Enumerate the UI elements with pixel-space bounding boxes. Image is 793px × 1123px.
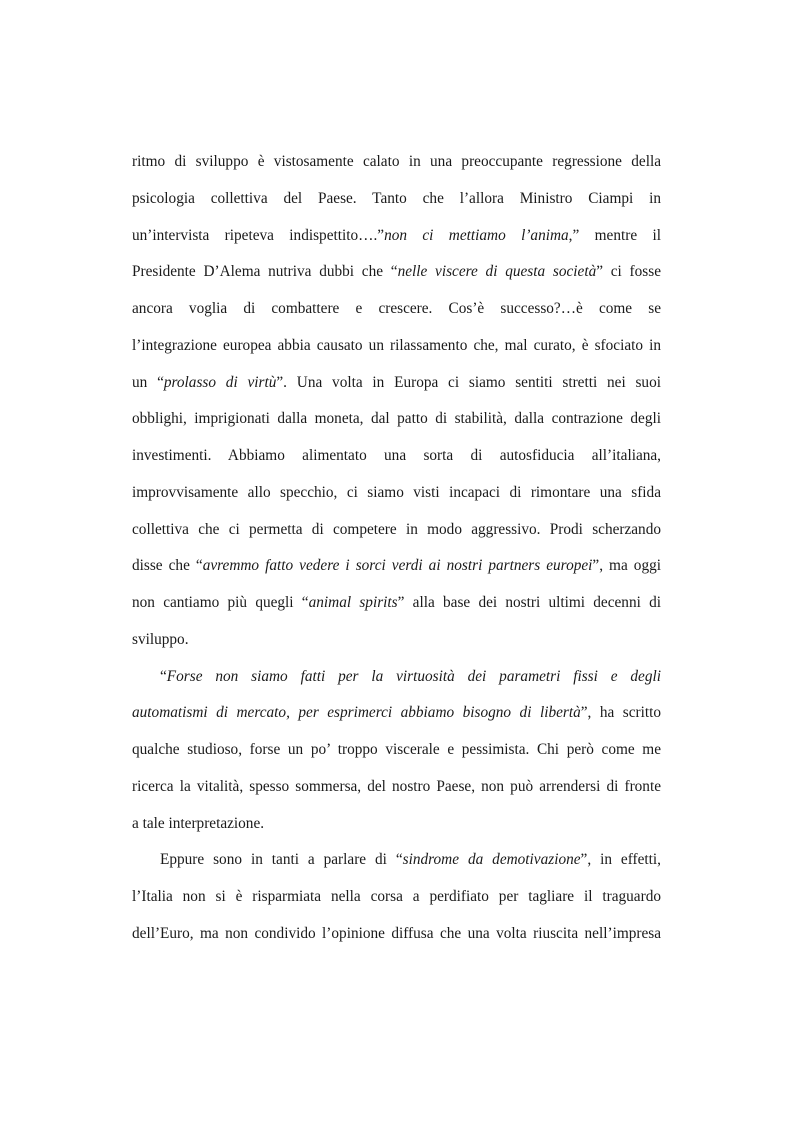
italic-phrase: animal spirits xyxy=(308,594,398,611)
text-run: qualche studioso, forse un po’ troppo viscerale e pessimista. Chi però come me xyxy=(132,741,661,758)
text-line xyxy=(132,659,661,696)
paragraph xyxy=(132,842,661,952)
italic-phrase: Forse non siamo fatti per la virtuosità dei parametri fissi e degli xyxy=(166,667,661,685)
text-line xyxy=(132,328,661,365)
text-run: obblighi, imprigionati dalla moneta, dal patto di stabilità, dalla contrazione degli xyxy=(132,410,661,428)
text-run: sviluppo. xyxy=(132,630,189,648)
text-line xyxy=(132,512,661,549)
text-run: ” alla base dei nostri ultimi decenni di xyxy=(397,594,662,611)
text-run: ” ci fosse xyxy=(596,263,661,281)
text-run: dell’Euro, ma non condivido l’opinione diffusa che una volta riuscita nell’impresa xyxy=(132,924,661,942)
text-line xyxy=(132,695,661,732)
italic-phrase: automatismi di mercato, per esprimerci abbiamo bisogno di libertà xyxy=(132,704,581,722)
italic-phrase: prolasso di virtù xyxy=(163,373,277,391)
text-line xyxy=(132,548,661,585)
text-run: improvvisamente allo specchio, ci siamo visti incapaci di rimontare una sfida xyxy=(132,483,661,501)
text-run: Presidente D’Alema nutriva dubbi che “ xyxy=(132,263,398,281)
text-line xyxy=(132,401,661,438)
text-line xyxy=(132,842,661,879)
text-line xyxy=(132,438,661,475)
text-run: ”, in effetti, xyxy=(580,851,661,869)
text-run: ”, ma oggi xyxy=(592,557,661,575)
text-run: psicologia collettiva del Paese. Tanto che l’allora Ministro Ciampi in xyxy=(132,189,661,207)
text-line xyxy=(132,806,661,843)
text-line xyxy=(132,291,661,328)
text-line xyxy=(132,622,661,659)
italic-phrase: nelle viscere di questa società xyxy=(397,263,597,281)
italic-phrase: avremmo fatto vedere i sorci verdi ai nostri partners europei xyxy=(202,557,593,575)
text-line xyxy=(132,365,661,402)
body-text xyxy=(132,144,661,953)
text-run: investimenti. Abbiamo alimentato una sorta di autosfiducia all’italiana, xyxy=(132,447,661,464)
text-run: l’Italia non si è risparmiata nella corsa a perdifiato per tagliare il traguardo xyxy=(132,888,661,905)
text-run: ritmo di sviluppo è vistosamente calato in una preoccupante regressione della xyxy=(132,153,661,170)
text-line xyxy=(132,769,661,806)
text-run: collettiva che ci permetta di competere in modo aggressivo. Prodi scherzando xyxy=(132,520,661,538)
text-line xyxy=(132,181,661,218)
text-run: disse che “ xyxy=(132,557,203,575)
text-run: non cantiamo più quegli “ xyxy=(132,594,309,611)
text-line xyxy=(132,218,661,255)
paragraph xyxy=(132,144,661,659)
text-run: ricerca la vitalità, spesso sommersa, del nostro Paese, non può arrendersi di fronte xyxy=(132,777,661,795)
text-line xyxy=(132,254,661,291)
text-run: ”, ha scritto xyxy=(580,704,661,722)
text-line xyxy=(132,585,661,622)
text-run: un “ xyxy=(132,373,164,391)
text-run: Eppure sono in tanti a parlare di “ xyxy=(160,851,403,869)
text-run: ”. Una volta in Europa ci siamo sentiti stretti nei suoi xyxy=(276,373,661,391)
text-line xyxy=(132,475,661,512)
text-line xyxy=(132,879,661,916)
text-line xyxy=(132,732,661,769)
text-run: “ xyxy=(160,667,167,685)
italic-phrase: non ci mettiamo l’anima xyxy=(384,226,569,244)
italic-phrase: sindrome da demotivazione xyxy=(402,851,581,869)
text-run: ,” mentre il xyxy=(568,226,661,244)
text-run: l’integrazione europea abbia causato un rilassamento che, mal curato, è sfociato in xyxy=(132,336,661,354)
text-line xyxy=(132,916,661,953)
text-run: a tale interpretazione. xyxy=(132,814,265,832)
text-run: ancora voglia di combattere e crescere. Cos’è successo?…è come se xyxy=(132,300,661,317)
text-run: un’intervista ripeteva indispettito….” xyxy=(132,226,385,244)
paragraph xyxy=(132,659,661,843)
text-line xyxy=(132,144,661,181)
